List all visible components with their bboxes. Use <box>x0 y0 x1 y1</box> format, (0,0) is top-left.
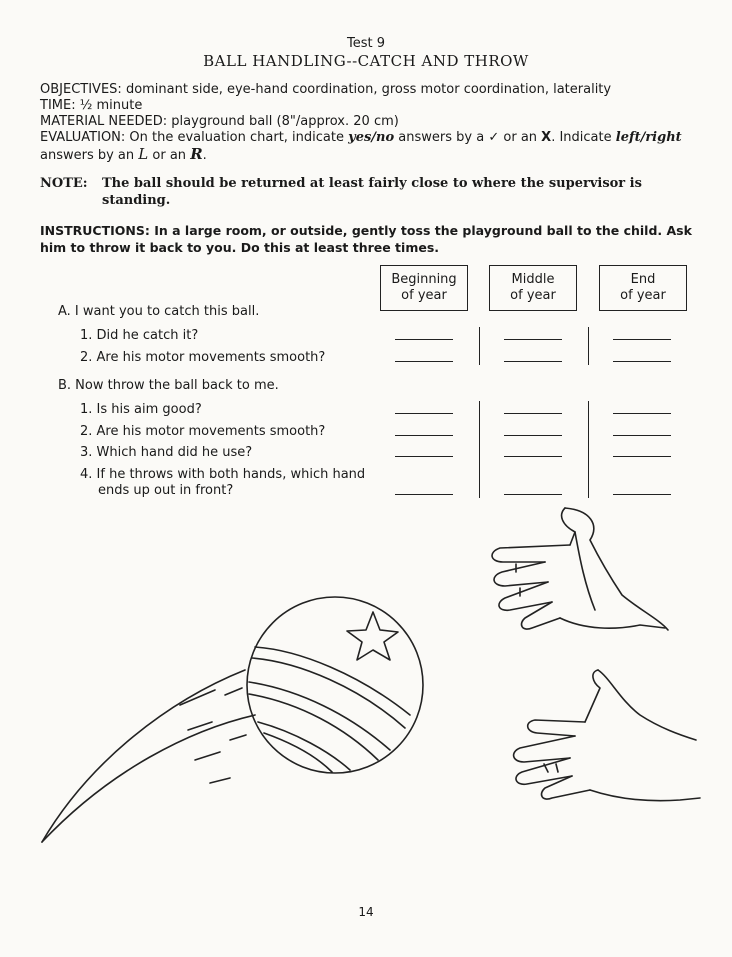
evaluation-text: On the evaluation chart, indicate <box>129 130 344 145</box>
left-letter: L <box>138 145 149 163</box>
column-header-end <box>599 265 687 311</box>
material-label: MATERIAL NEEDED: <box>40 114 168 129</box>
column-header-beginning <box>380 265 468 311</box>
column-divider <box>588 401 589 498</box>
column-divider <box>479 401 480 498</box>
column-divider <box>479 327 480 365</box>
evaluation-text: . Indicate <box>551 130 612 145</box>
answer-blank[interactable] <box>613 361 671 362</box>
evaluation-text: answers by an <box>40 148 135 163</box>
instructions-label: INSTRUCTIONS: <box>40 223 150 238</box>
test-number: Test 9 <box>346 36 385 51</box>
instructions-text: In a large room, or outside, gently toss the playground ball to the child. Ask him to throw it back to you. Do this at least three times. <box>40 223 692 255</box>
right-letter: R <box>190 145 203 163</box>
column-header-text: of year <box>401 288 447 303</box>
time-text: ½ minute <box>79 98 143 113</box>
answer-blank[interactable] <box>613 339 671 340</box>
answer-blank[interactable] <box>504 494 562 495</box>
answer-blank[interactable] <box>613 456 671 457</box>
answer-blank[interactable] <box>504 435 562 436</box>
ball-icon <box>247 597 423 773</box>
section-b-heading: B. Now throw the ball back to me. <box>58 378 279 393</box>
time-label: TIME: <box>40 98 76 113</box>
section-b-item-4-continued: ends up out in front? <box>98 483 234 498</box>
answer-blank[interactable] <box>613 435 671 436</box>
answer-blank[interactable] <box>613 494 671 495</box>
time-line <box>40 98 700 114</box>
section-a-item-1: 1. Did he catch it? <box>80 328 199 343</box>
answer-blank[interactable] <box>395 494 453 495</box>
evaluation-line-2 <box>40 146 700 164</box>
lower-hand-icon <box>514 670 700 801</box>
column-divider <box>588 327 589 365</box>
answer-blank[interactable] <box>613 413 671 414</box>
instructions-block <box>40 222 700 256</box>
answer-blank[interactable] <box>504 456 562 457</box>
section-a-item-2: 2. Are his motor movements smooth? <box>80 350 326 365</box>
section-a-heading: A. I want you to catch this ball. <box>58 304 260 319</box>
column-header-text: End <box>630 272 656 287</box>
section-b-item-1: 1. Is his aim good? <box>80 402 202 417</box>
note-text: The ball should be returned at least fairly close to where the supervisor is standing. <box>102 176 642 208</box>
column-header-text: Middle <box>511 272 555 287</box>
objectives-line <box>40 82 700 98</box>
answer-blank[interactable] <box>395 339 453 340</box>
column-header-text: of year <box>510 288 556 303</box>
upper-hand-icon <box>492 508 668 630</box>
objectives-text: dominant side, eye-hand coordination, gross motor coordination, laterality <box>125 82 612 97</box>
column-header-text: Beginning <box>391 272 457 287</box>
answer-blank[interactable] <box>395 456 453 457</box>
section-b-item-2: 2. Are his motor movements smooth? <box>80 424 326 439</box>
answer-blank[interactable] <box>504 413 562 414</box>
answer-blank[interactable] <box>504 339 562 340</box>
evaluation-text: . <box>202 148 207 163</box>
column-header-text: of year <box>620 288 666 303</box>
section-b-item-4: 4. If he throws with both hands, which hand <box>80 467 366 482</box>
evaluation-line <box>40 130 700 146</box>
section-b-item-3: 3. Which hand did he use? <box>80 445 253 460</box>
left-right-term: left/right <box>615 130 682 145</box>
answer-blank[interactable] <box>504 361 562 362</box>
note-block <box>40 175 700 209</box>
note-label: NOTE: <box>40 176 88 191</box>
column-header-middle <box>489 265 577 311</box>
evaluation-label: EVALUATION: <box>40 130 126 145</box>
evaluation-text: answers by a <box>398 130 485 145</box>
answer-blank[interactable] <box>395 413 453 414</box>
material-line <box>40 114 700 130</box>
page-title: BALL HANDLING--CATCH AND THROW <box>203 52 529 70</box>
evaluation-text: or an <box>152 148 187 163</box>
x-mark-icon: X <box>541 130 552 145</box>
answer-blank[interactable] <box>395 361 453 362</box>
material-text: playground ball (8"/approx. 20 cm) <box>171 114 399 129</box>
motion-lines-icon <box>42 670 255 842</box>
check-mark-icon: ✓ <box>488 130 500 145</box>
answer-blank[interactable] <box>395 435 453 436</box>
objectives-label: OBJECTIVES: <box>40 82 122 97</box>
yes-no-term: yes/no <box>348 130 395 145</box>
evaluation-text: or an <box>503 130 538 145</box>
ball-and-hands-illustration <box>0 500 732 860</box>
page-number: 14 <box>358 905 374 919</box>
